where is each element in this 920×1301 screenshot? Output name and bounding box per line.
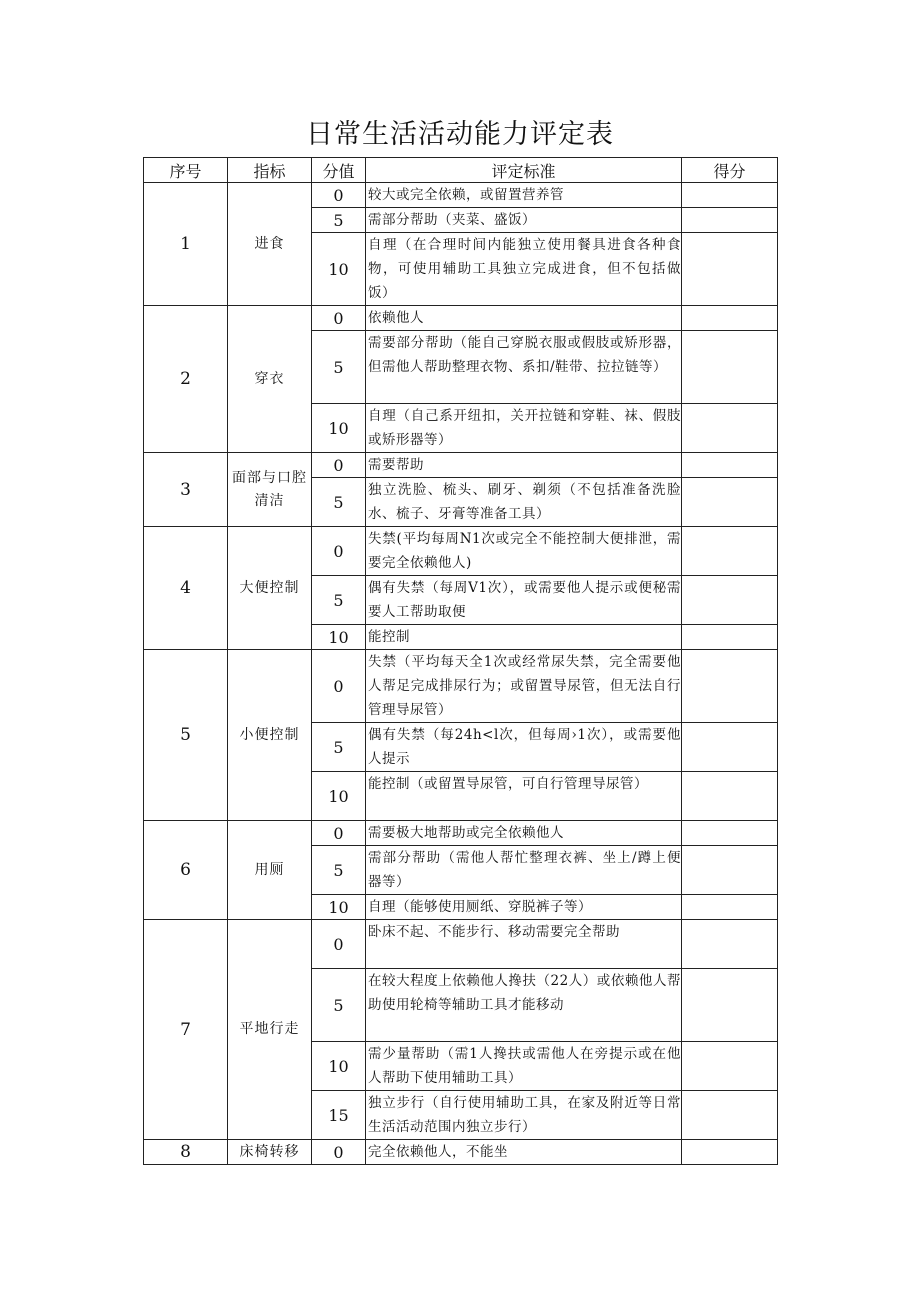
result-cell[interactable] — [682, 527, 778, 576]
score-cell: 5 — [312, 208, 366, 233]
seq-cell: 7 — [144, 920, 228, 1140]
table-row — [144, 650, 778, 723]
result-cell[interactable] — [682, 969, 778, 1042]
result-cell[interactable] — [682, 208, 778, 233]
seq-cell: 4 — [144, 527, 228, 650]
table-row — [144, 183, 778, 208]
score-cell: 0 — [312, 453, 366, 478]
criteria-cell: 独立步行（自行使用辅助工具，在家及附近等日常生活活动范围内独立步行） — [366, 1091, 682, 1140]
item-cell: 进食 — [228, 183, 312, 306]
result-cell[interactable] — [682, 1042, 778, 1091]
score-cell: 10 — [312, 1042, 366, 1091]
score-cell: 5 — [312, 478, 366, 527]
criteria-cell: 需部分帮助（夹菜、盛饭） — [366, 208, 682, 233]
table-row — [144, 1140, 778, 1165]
score-cell: 0 — [312, 920, 366, 969]
header-score: 分值 — [312, 158, 366, 183]
header-criteria: 评定标准 — [366, 158, 682, 183]
table-row — [144, 453, 778, 478]
result-cell[interactable] — [682, 576, 778, 625]
item-cell: 面部与口腔清洁 — [228, 453, 312, 527]
result-cell[interactable] — [682, 895, 778, 920]
item-cell: 用厕 — [228, 821, 312, 920]
item-cell: 穿衣 — [228, 306, 312, 453]
criteria-cell: 独立洗脸、梳头、刷牙、剃须（不包括准备洗脸水、梳子、牙膏等准备工具） — [366, 478, 682, 527]
header-result: 得分 — [682, 158, 778, 183]
score-cell: 10 — [312, 233, 366, 306]
criteria-cell: 能控制（或留置导尿管，可自行管理导尿管） — [366, 772, 682, 821]
criteria-cell: 自理（自己系开纽扣，关开拉链和穿鞋、袜、假肢或矫形器等） — [366, 404, 682, 453]
score-cell: 0 — [312, 527, 366, 576]
score-cell: 10 — [312, 625, 366, 650]
criteria-cell: 自理（能够使用厕纸、穿脱裤子等） — [366, 895, 682, 920]
adl-assessment-table — [143, 157, 778, 1165]
score-cell: 10 — [312, 404, 366, 453]
criteria-cell: 偶有失禁（每周V1次），或需要他人提示或便秘需要人工帮助取便 — [366, 576, 682, 625]
item-cell: 平地行走 — [228, 920, 312, 1140]
header-row — [144, 158, 778, 183]
criteria-cell: 失禁(平均每周N1次或完全不能控制大便排泄，需要完全依赖他人) — [366, 527, 682, 576]
score-cell: 0 — [312, 821, 366, 846]
item-cell: 大便控制 — [228, 527, 312, 650]
criteria-cell: 在较大程度上依赖他人搀扶（22人）或依赖他人帮助使用轮椅等辅助工具才能移动 — [366, 969, 682, 1042]
score-cell: 0 — [312, 306, 366, 331]
result-cell[interactable] — [682, 233, 778, 306]
seq-cell: 8 — [144, 1140, 228, 1165]
seq-cell: 2 — [144, 306, 228, 453]
page-title: 日常生活活动能力评定表 — [306, 119, 614, 150]
criteria-cell: 偶有失禁（每24h<l次，但每周›1次），或需要他人提示 — [366, 723, 682, 772]
criteria-cell: 卧床不起、不能步行、移动需要完全帮助 — [366, 920, 682, 969]
score-cell: 0 — [312, 1140, 366, 1165]
criteria-cell: 完全依赖他人，不能坐 — [366, 1140, 682, 1165]
result-cell[interactable] — [682, 1140, 778, 1165]
score-cell: 5 — [312, 969, 366, 1042]
criteria-cell: 需少量帮助（需1人搀扶或需他人在旁提示或在他人帮助下使用辅助工具） — [366, 1042, 682, 1091]
result-cell[interactable] — [682, 723, 778, 772]
result-cell[interactable] — [682, 478, 778, 527]
result-cell[interactable] — [682, 772, 778, 821]
criteria-cell: 依赖他人 — [366, 306, 682, 331]
result-cell[interactable] — [682, 920, 778, 969]
score-cell: 5 — [312, 846, 366, 895]
score-cell: 5 — [312, 331, 366, 404]
result-cell[interactable] — [682, 331, 778, 404]
result-cell[interactable] — [682, 453, 778, 478]
result-cell[interactable] — [682, 404, 778, 453]
score-cell: 5 — [312, 576, 366, 625]
criteria-cell: 能控制 — [366, 625, 682, 650]
result-cell[interactable] — [682, 1091, 778, 1140]
criteria-cell: 需要部分帮助（能自己穿脱衣服或假肢或矫形器，但需他人帮助整理衣物、系扣/鞋带、拉拉链等） — [366, 331, 682, 404]
score-cell: 5 — [312, 723, 366, 772]
seq-cell: 5 — [144, 650, 228, 821]
criteria-cell: 需要帮助 — [366, 453, 682, 478]
criteria-cell: 需要极大地帮助或完全依赖他人 — [366, 821, 682, 846]
header-seq: 序号 — [144, 158, 228, 183]
score-cell: 0 — [312, 183, 366, 208]
score-cell: 0 — [312, 650, 366, 723]
criteria-cell: 自理（在合理时间内能独立使用餐具进食各种食物，可使用辅助工具独立完成进食，但不包括做饭） — [366, 233, 682, 306]
seq-cell: 6 — [144, 821, 228, 920]
result-cell[interactable] — [682, 306, 778, 331]
result-cell[interactable] — [682, 625, 778, 650]
item-cell: 小便控制 — [228, 650, 312, 821]
result-cell[interactable] — [682, 183, 778, 208]
score-cell: 10 — [312, 772, 366, 821]
table-row — [144, 527, 778, 576]
result-cell[interactable] — [682, 821, 778, 846]
criteria-cell: 较大或完全依赖，或留置营养管 — [366, 183, 682, 208]
score-cell: 10 — [312, 895, 366, 920]
criteria-cell: 失禁（平均每天全1次或经常尿失禁，完全需要他人帮足完成排尿行为；或留置导尿管，但无法自行管理导尿管） — [366, 650, 682, 723]
criteria-cell: 需部分帮助（需他人帮忙整理衣裤、坐上/蹲上便器等） — [366, 846, 682, 895]
result-cell[interactable] — [682, 650, 778, 723]
score-cell: 15 — [312, 1091, 366, 1140]
header-item: 指标 — [228, 158, 312, 183]
table-row — [144, 306, 778, 331]
table-row — [144, 920, 778, 969]
seq-cell: 1 — [144, 183, 228, 306]
seq-cell: 3 — [144, 453, 228, 527]
table-row — [144, 821, 778, 846]
item-cell: 床椅转移 — [228, 1140, 312, 1165]
result-cell[interactable] — [682, 846, 778, 895]
